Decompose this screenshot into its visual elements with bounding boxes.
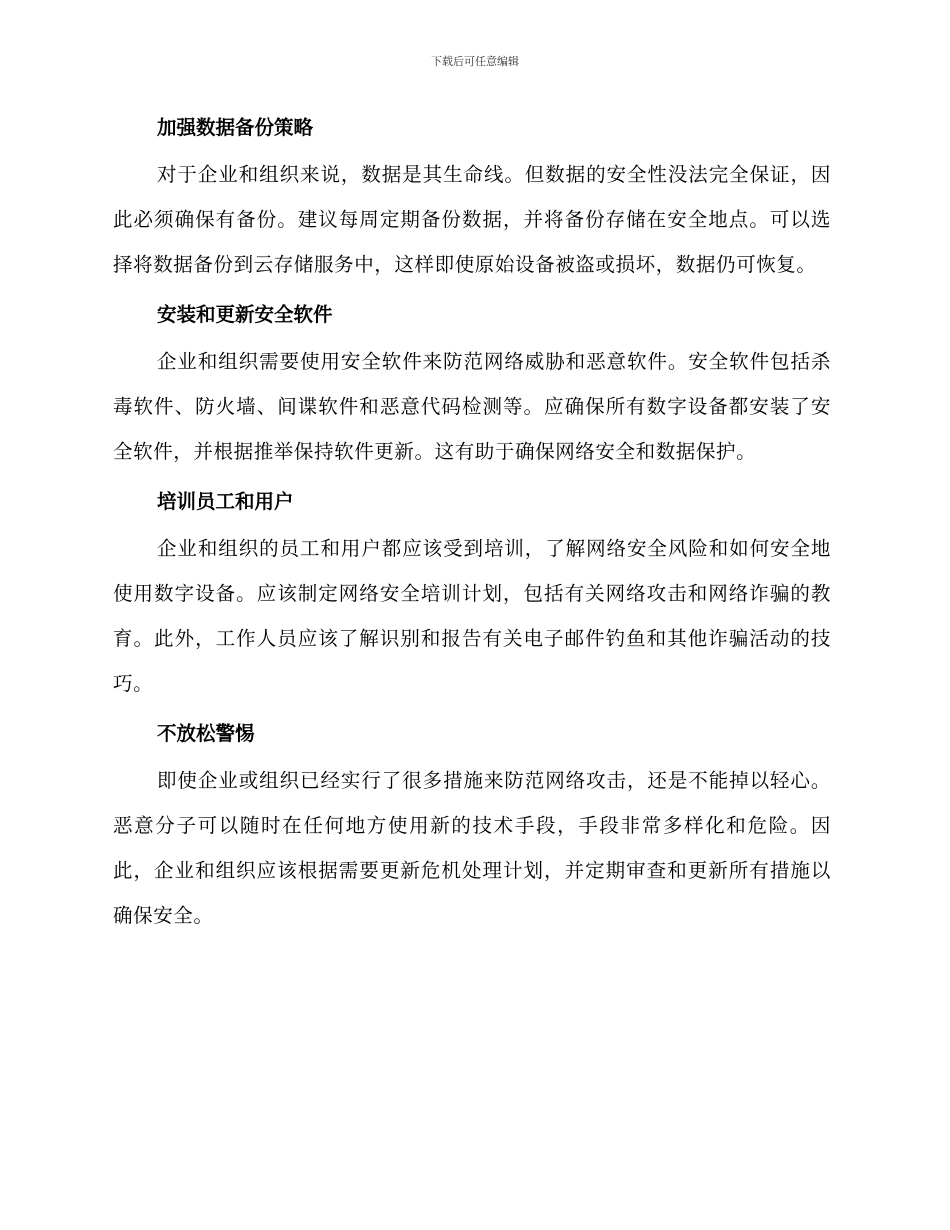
page-header: 下载后可任意编辑	[431, 55, 519, 68]
section-paragraph: 对于企业和组织来说，数据是其生命线。但数据的安全性没法完全保证，因此必须确保有备份。建议每周定期备份数据，并将备份存储在安全地点。可以选择将数据备份到云存储服务中，这样即使原始设备被盗或损坏，数据仍可恢复。	[113, 163, 831, 276]
section-heading: 安装和更新安全软件	[157, 303, 333, 326]
section-heading: 培训员工和用户	[157, 490, 294, 513]
section-paragraph: 企业和组织需要使用安全软件来防范网络威胁和恶意软件。安全软件包括杀毒软件、防火墙、间谍软件和恶意代码检测等。应确保所有数字设备都安装了安全软件，并根据推举保持软件更新。这有助于确保网络安全和数据保护。	[113, 350, 831, 463]
section-vigilance	[113, 718, 831, 938]
section-security-software	[113, 299, 831, 474]
section-backup	[113, 112, 831, 287]
section-training	[113, 486, 831, 706]
section-heading: 加强数据备份策略	[157, 116, 314, 139]
section-heading: 不放松警惕	[157, 722, 255, 745]
section-paragraph: 企业和组织的员工和用户都应该受到培训，了解网络安全风险和如何安全地使用数字设备。应该制定网络安全培训计划，包括有关网络攻击和网络诈骗的教育。此外，工作人员应该了解识别和报告有关电子邮件钓鱼和其他诈骗活动的技巧。	[113, 537, 831, 695]
document-body	[113, 112, 831, 938]
section-paragraph: 即使企业或组织已经实行了很多措施来防范网络攻击，还是不能掉以轻心。恶意分子可以随时在任何地方使用新的技术手段，手段非常多样化和危险。因此，企业和组织应该根据需要更新危机处理计划，并定期审查和更新所有措施以确保安全。	[113, 769, 831, 927]
